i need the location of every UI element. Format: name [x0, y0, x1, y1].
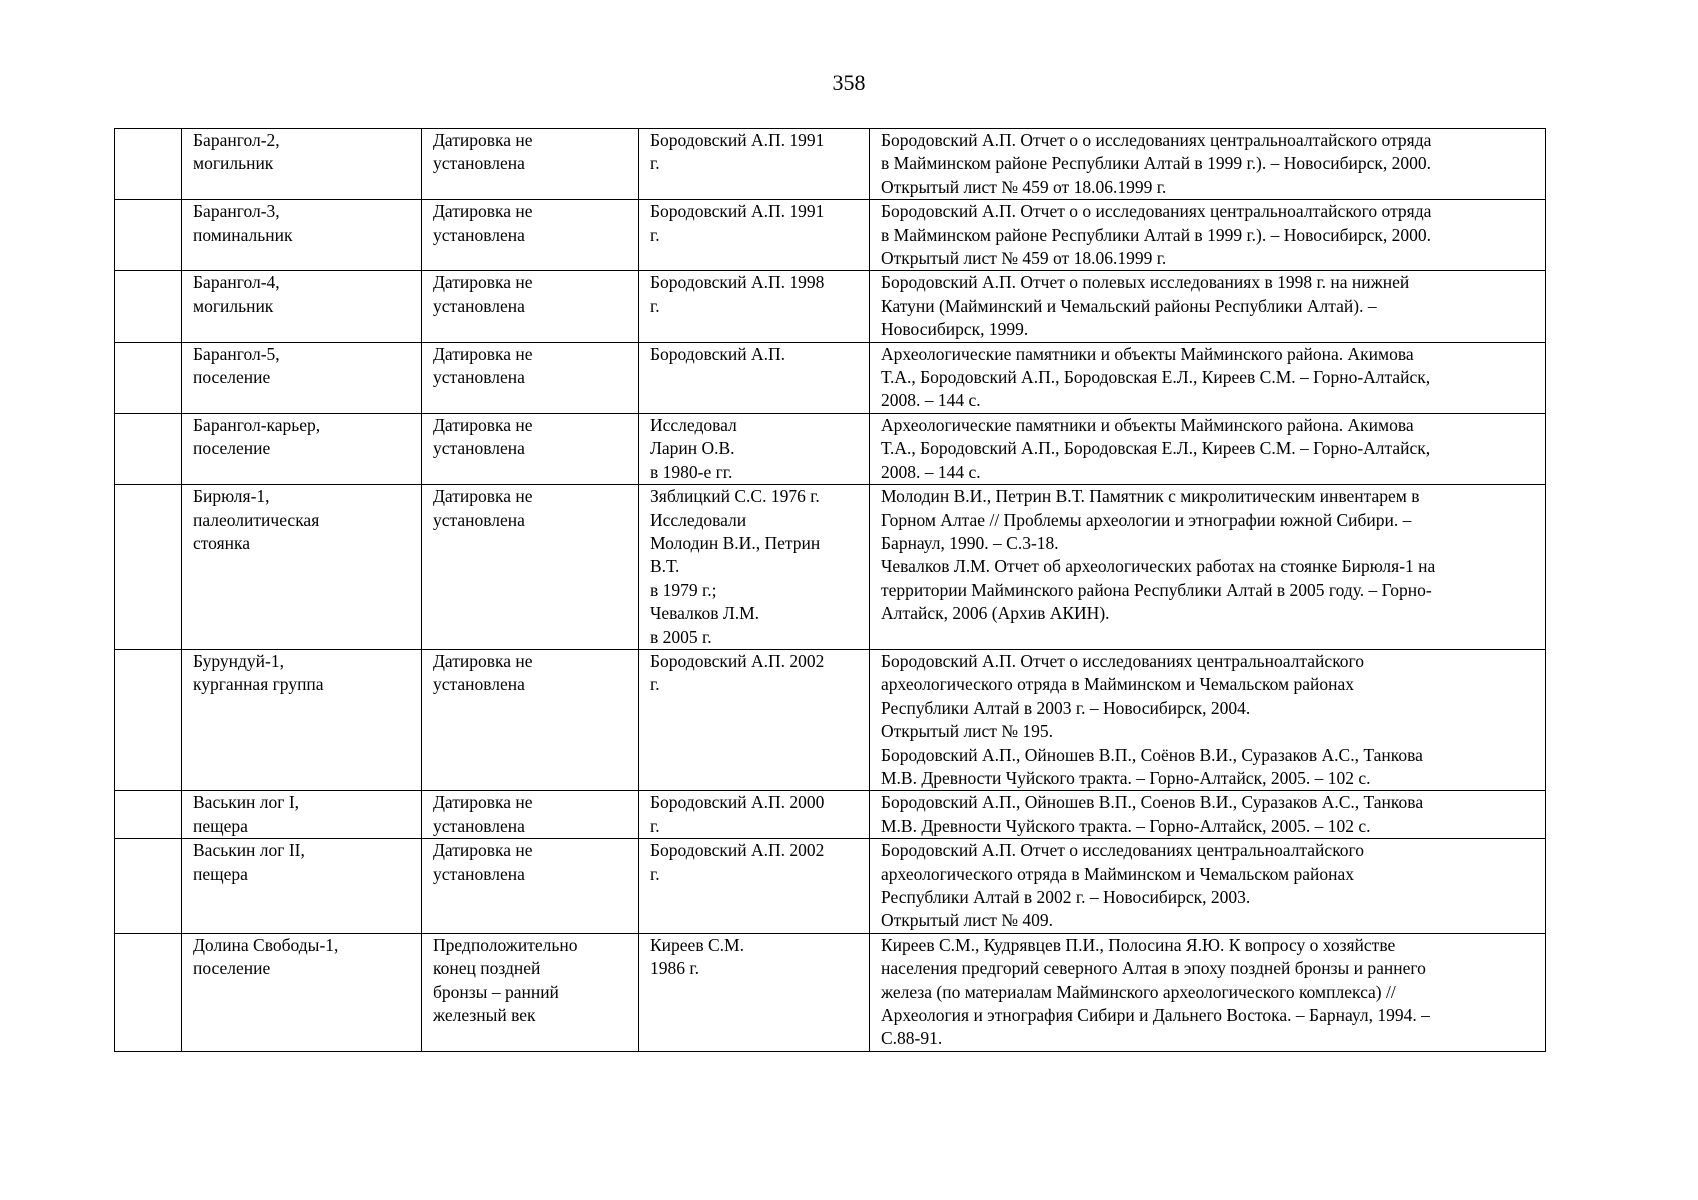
- row-number-cell: [115, 485, 182, 650]
- row-number-cell: [115, 413, 182, 484]
- reference-cell: Бородовский А.П. Отчет о о исследованиях центральноалтайского отряда в Майминском районе Республики Алтай в 1999 г.). – Новосибирск, 2000. Открытый лист № 459 от 18.06.1999 г.: [870, 129, 1546, 200]
- row-number-cell: [115, 791, 182, 839]
- site-name-cell: Барангол-5, поселение: [182, 342, 422, 413]
- table-row: [115, 129, 1546, 200]
- dating-cell: Датировка не установлена: [422, 271, 639, 342]
- researcher-cell: Бородовский А.П. 2002 г.: [639, 649, 870, 790]
- site-name-cell: Долина Свободы-1, поселение: [182, 933, 422, 1051]
- reference-cell: Археологические памятники и объекты Майминского района. Акимова Т.А., Бородовский А.П., Бородовская Е.Л., Киреев С.М. – Горно-Алтайск, 2008. – 144 с.: [870, 413, 1546, 484]
- researcher-cell: Исследовал Ларин О.В. в 1980-е гг.: [639, 413, 870, 484]
- archaeological-sites-table: [114, 128, 1546, 1052]
- site-name-cell: Барангол-2, могильник: [182, 129, 422, 200]
- site-name-cell: Васькин лог I, пещера: [182, 791, 422, 839]
- page-number: 358: [832, 70, 866, 95]
- row-number-cell: [115, 200, 182, 271]
- dating-cell: Датировка не установлена: [422, 485, 639, 650]
- row-number-cell: [115, 129, 182, 200]
- dating-cell: Датировка не установлена: [422, 200, 639, 271]
- reference-cell: Бородовский А.П. Отчет о исследованиях центральноалтайского археологического отряда в Майминском и Чемальском районах Республики Алтай в 2002 г. – Новосибирск, 2003. Открытый лист № 409.: [870, 839, 1546, 934]
- row-number-cell: [115, 933, 182, 1051]
- reference-cell: Бородовский А.П. Отчет о о исследованиях центральноалтайского отряда в Майминском районе Республики Алтай в 1999 г.). – Новосибирск, 2000. Открытый лист № 459 от 18.06.1999 г.: [870, 200, 1546, 271]
- dating-cell: Предположительно конец поздней бронзы – ранний железный век: [422, 933, 639, 1051]
- dating-cell: Датировка не установлена: [422, 413, 639, 484]
- dating-cell: Датировка не установлена: [422, 839, 639, 934]
- site-name-cell: Васькин лог II, пещера: [182, 839, 422, 934]
- researcher-cell: Киреев С.М. 1986 г.: [639, 933, 870, 1051]
- row-number-cell: [115, 839, 182, 934]
- table-row: [115, 485, 1546, 650]
- researcher-cell: Бородовский А.П. 1991 г.: [639, 129, 870, 200]
- table-row: [115, 933, 1546, 1051]
- researcher-cell: Бородовский А.П. 2002 г.: [639, 839, 870, 934]
- dating-cell: Датировка не установлена: [422, 649, 639, 790]
- reference-cell: Киреев С.М., Кудрявцев П.И., Полосина Я.Ю. К вопросу о хозяйстве населения предгорий северного Алтая в эпоху поздней бронзы и раннего железа (по материалам Майминского археологического комплекса) // Археология и этнография Сибири и Дальнего Востока. – Барнаул, 1994. – С.88-91.: [870, 933, 1546, 1051]
- researcher-cell: Бородовский А.П. 2000 г.: [639, 791, 870, 839]
- reference-cell: Археологические памятники и объекты Майминского района. Акимова Т.А., Бородовский А.П., Бородовская Е.Л., Киреев С.М. – Горно-Алтайск, 2008. – 144 с.: [870, 342, 1546, 413]
- table-row: [115, 791, 1546, 839]
- table-row: [115, 413, 1546, 484]
- table-row: [115, 649, 1546, 790]
- table-row: [115, 342, 1546, 413]
- row-number-cell: [115, 271, 182, 342]
- table-row: [115, 271, 1546, 342]
- researcher-cell: Зяблицкий С.С. 1976 г. Исследовали Молодин В.И., Петрин В.Т. в 1979 г.; Чевалков Л.М. в 2005 г.: [639, 485, 870, 650]
- site-name-cell: Барангол-3, поминальник: [182, 200, 422, 271]
- researcher-cell: Бородовский А.П.: [639, 342, 870, 413]
- row-number-cell: [115, 649, 182, 790]
- table-row: [115, 839, 1546, 934]
- site-name-cell: Бурундуй-1, курганная группа: [182, 649, 422, 790]
- row-number-cell: [115, 342, 182, 413]
- reference-cell: Молодин В.И., Петрин В.Т. Памятник с микролитическим инвентарем в Горном Алтае // Проблемы археологии и этнографии южной Сибири. – Барнаул, 1990. – С.3-18. Чевалков Л.М. Отчет об археологических работах на стоянке Бирюля-1 на территории Майминского района Республики Алтай в 2005 году. – Горно- Алтайск, 2006 (Архив АКИН).: [870, 485, 1546, 650]
- dating-cell: Датировка не установлена: [422, 791, 639, 839]
- reference-cell: Бородовский А.П. Отчет о полевых исследованиях в 1998 г. на нижней Катуни (Майминский и Чемальский районы Республики Алтай). – Новосибирск, 1999.: [870, 271, 1546, 342]
- site-name-cell: Барангол-4, могильник: [182, 271, 422, 342]
- dating-cell: Датировка не установлена: [422, 129, 639, 200]
- site-name-cell: Барангол-карьер, поселение: [182, 413, 422, 484]
- table-row: [115, 200, 1546, 271]
- site-name-cell: Бирюля-1, палеолитическая стоянка: [182, 485, 422, 650]
- reference-cell: Бородовский А.П., Ойношев В.П., Соенов В.И., Суразаков А.С., Танкова М.В. Древности Чуйского тракта. – Горно-Алтайск, 2005. – 102 с.: [870, 791, 1546, 839]
- dating-cell: Датировка не установлена: [422, 342, 639, 413]
- table-body: [115, 129, 1546, 1052]
- researcher-cell: Бородовский А.П. 1991 г.: [639, 200, 870, 271]
- researcher-cell: Бородовский А.П. 1998 г.: [639, 271, 870, 342]
- reference-cell: Бородовский А.П. Отчет о исследованиях центральноалтайского археологического отряда в Майминском и Чемальском районах Республики Алтай в 2003 г. – Новосибирск, 2004. Открытый лист № 195. Бородовский А.П., Ойношев В.П., Соёнов В.И., Суразаков А.С., Танкова М.В. Древности Чуйского тракта. – Горно-Алтайск, 2005. – 102 с.: [870, 649, 1546, 790]
